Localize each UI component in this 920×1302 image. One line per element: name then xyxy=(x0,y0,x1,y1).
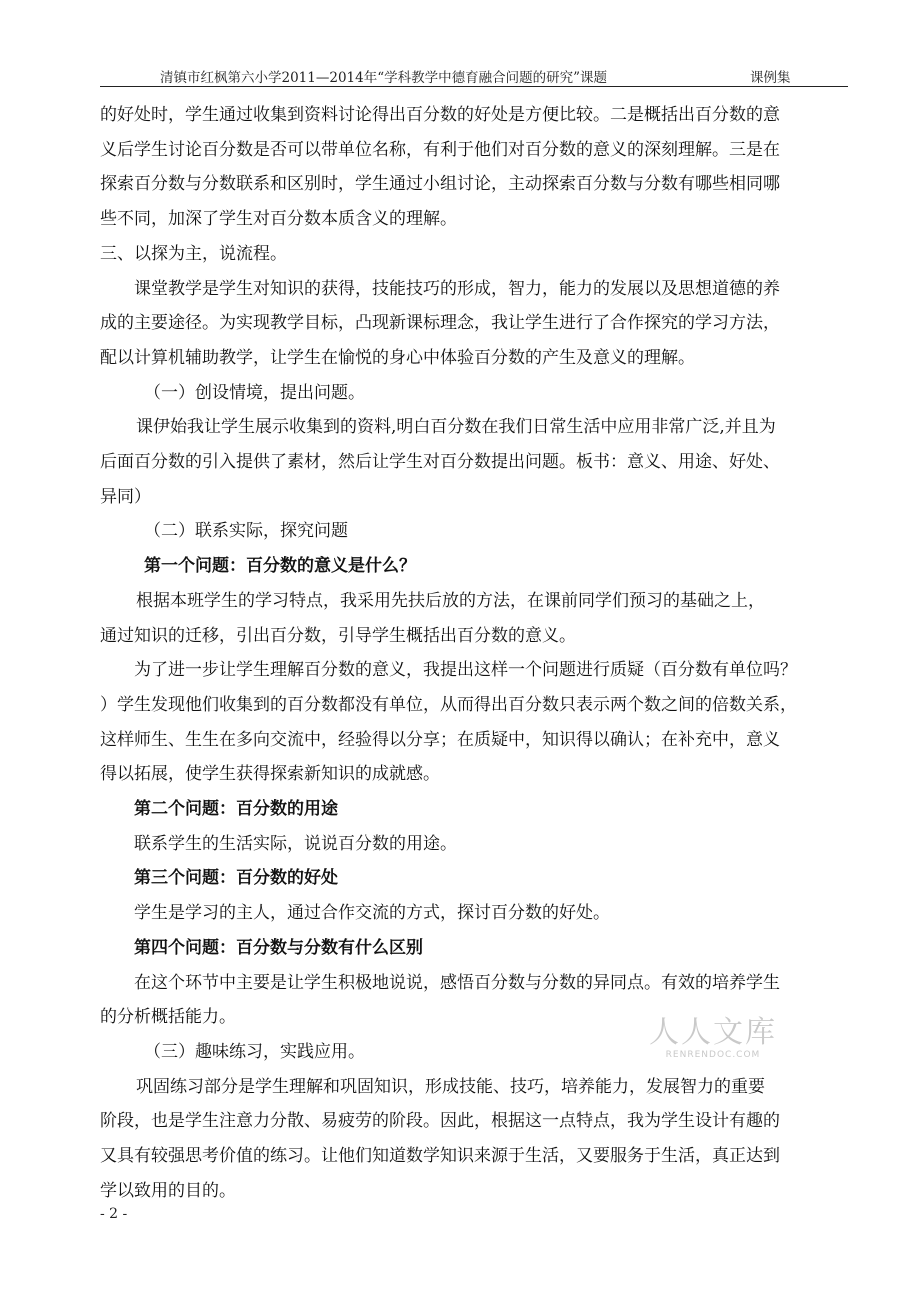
text-line: 又具有较强思考价值的练习。让他们知道数学知识来源于生活，又要服务于生活，真正达到 xyxy=(100,1146,780,1167)
paragraph xyxy=(100,237,852,272)
text-line: 学生是学习的主人，通过合作交流的方式，探讨百分数的好处。 xyxy=(134,903,610,924)
paragraph xyxy=(100,584,852,653)
text-line: 联系学生的生活实际，说说百分数的用途。 xyxy=(134,833,457,854)
text-line: 学以致用的目的。 xyxy=(100,1180,236,1201)
text-line: 的好处时，学生通过收集到资料讨论得出百分数的好处是方便比较。二是概括出百分数的意 xyxy=(100,105,780,125)
text-line: 些不同，加深了学生对百分数本质含义的理解。 xyxy=(100,209,457,230)
text-line: 后面百分数的引入提供了素材，然后让学生对百分数提出问题。板书：意义、用途、好处、 xyxy=(100,452,780,473)
text-line: 课堂教学是学生对知识的获得，技能技巧的形成，智力，能力的发展以及思想道德的养 xyxy=(134,278,780,299)
text-line: 第四个问题：百分数与分数有什么区别 xyxy=(134,937,423,958)
text-line: 三、以探为主，说流程。 xyxy=(100,243,287,264)
document-body xyxy=(100,98,852,1209)
paragraph xyxy=(100,1035,852,1070)
section-heading xyxy=(100,861,852,896)
text-line: 课伊始我让学生展示收集到的资料,明白百分数在我们日常生活中应用非常广泛,并且为 xyxy=(136,417,776,438)
text-line: 为了进一步让学生理解百分数的意义，我提出这样一个问题进行质疑（百分数有单位吗？ xyxy=(134,660,797,681)
text-line: 得以拓展，使学生获得探索新知识的成就感。 xyxy=(100,764,440,785)
text-line: 巩固练习部分是学生理解和巩固知识，形成技能、技巧，培养能力，发展智力的重要 xyxy=(136,1076,765,1097)
paragraph xyxy=(100,966,852,1035)
paragraph xyxy=(100,410,852,514)
header-right-label: 课例集 xyxy=(750,70,791,86)
text-line: 第三个问题：百分数的好处 xyxy=(134,868,338,889)
page-header xyxy=(100,64,848,87)
watermark-subtext: RENRENDOC.COM xyxy=(665,1050,761,1060)
text-line: （三）趣味练习，实践应用。 xyxy=(144,1041,365,1062)
text-line: 探索百分数与分数联系和区别时，学生通过小组讨论，主动探索百分数与分数有哪些相同哪 xyxy=(100,174,780,195)
section-heading xyxy=(100,549,852,584)
watermark-text: 人人文库 xyxy=(649,1015,777,1050)
paragraph xyxy=(100,98,852,237)
text-line: 第一个问题：百分数的意义是什么？ xyxy=(144,556,416,577)
text-line: 这样师生、生生在多向交流中，经验得以分享；在质疑中，知识得以确认；在补充中，意义 xyxy=(100,729,780,750)
text-line: 根据本班学生的学习特点，我采用先扶后放的方法，在课前同学们预习的基础之上， xyxy=(136,590,765,611)
paragraph xyxy=(100,376,852,411)
page-number: - 2 - xyxy=(100,1206,128,1222)
text-line: 通过知识的迁移，引出百分数，引导学生概括出百分数的意义。 xyxy=(100,625,576,646)
text-line: 异同） xyxy=(100,486,151,507)
text-line: 在这个环节中主要是让学生积极地说说，感悟百分数与分数的异同点。有效的培养学生 xyxy=(134,972,780,993)
section-heading xyxy=(100,931,852,966)
text-line: 的分析概括能力。 xyxy=(100,1007,236,1028)
section-heading xyxy=(100,792,852,827)
paragraph xyxy=(100,653,852,792)
text-line: （二）联系实际，探究问题 xyxy=(144,521,348,542)
text-line: 义后学生讨论百分数是否可以带单位名称，有利于他们对百分数的意义的深刻理解。三是在 xyxy=(100,139,780,160)
text-line: 阶段，也是学生注意力分散、易疲劳的阶段。因此，根据这一点特点，我为学生设计有趣的 xyxy=(100,1111,780,1132)
text-line: 配以计算机辅助教学，让学生在愉悦的身心中体验百分数的产生及意义的理解。 xyxy=(100,347,695,368)
paragraph xyxy=(100,514,852,549)
text-line: ）学生发现他们收集到的百分数都没有单位，从而得出百分数只表示两个数之间的倍数关系， xyxy=(100,694,797,715)
paragraph xyxy=(100,896,852,931)
text-line: （一）创设情境，提出问题。 xyxy=(144,382,365,403)
paragraph xyxy=(100,1070,852,1209)
text-line: 成的主要途径。为实现教学目标，凸现新课标理念，我让学生进行了合作探究的学习方法， xyxy=(100,313,780,334)
header-title: 清镇市红枫第六小学2011—2014年“学科教学中德育融合问题的研究”课题 xyxy=(160,70,608,86)
paragraph xyxy=(100,827,852,862)
text-line: 第二个问题：百分数的用途 xyxy=(134,799,338,820)
paragraph xyxy=(100,272,852,376)
